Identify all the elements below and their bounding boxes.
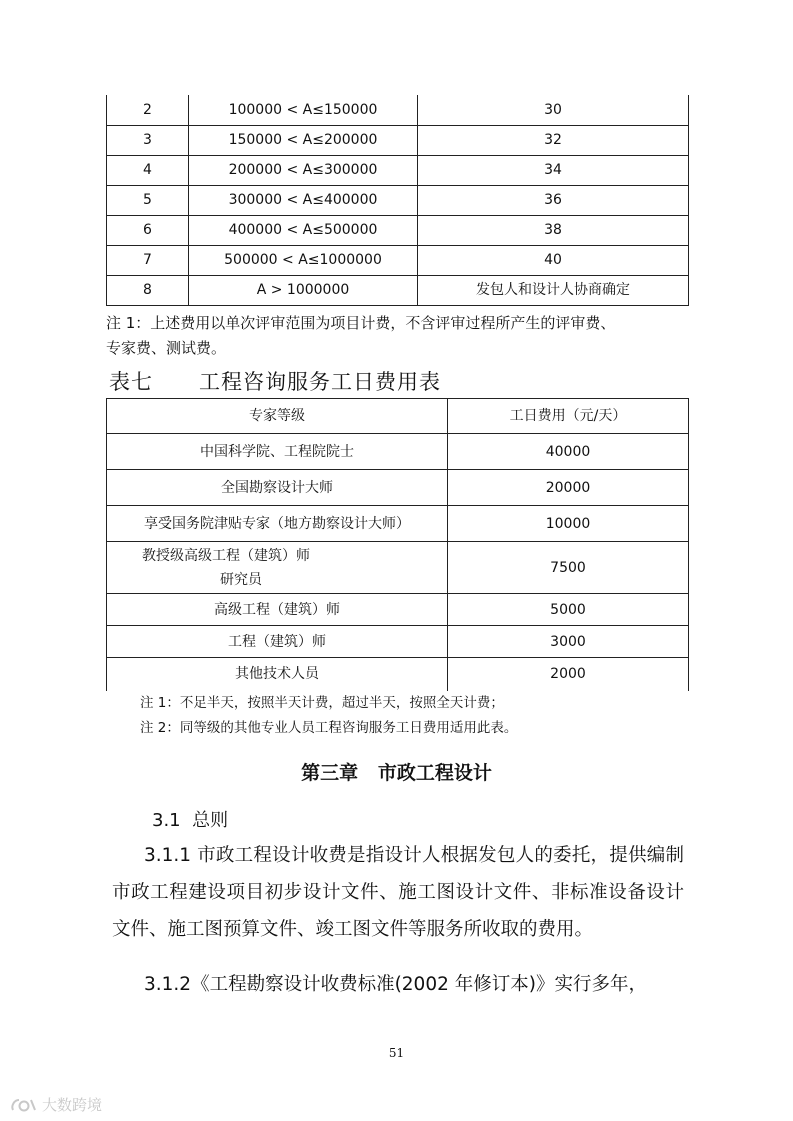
header-level: 专家等级 (107, 399, 448, 434)
row-number: 2 (107, 95, 189, 126)
table-header-row (107, 399, 689, 434)
range-cell: 100000 < A≤150000 (189, 95, 418, 126)
value-cell: 40 (418, 246, 689, 276)
level-cell: 中国科学院、工程院院士 (107, 434, 448, 470)
fee-cell: 10000 (448, 506, 689, 542)
table-row (107, 156, 689, 186)
table-row (107, 658, 689, 691)
watermark (10, 1094, 102, 1115)
daily-fee-table (106, 398, 689, 691)
table-row (107, 186, 689, 216)
table-row (107, 95, 689, 126)
level-cell: 其他技术人员 (107, 658, 448, 691)
table-row (107, 434, 689, 470)
table-row (107, 276, 689, 306)
paragraph-3-1-1 (112, 837, 684, 948)
section-heading: 3.1 总则 (152, 810, 229, 831)
watermark-text: 大数跨境 (42, 1096, 103, 1114)
daily-table-note2: 注 2：同等级的其他专业人员工程咨询服务工日费用适用此表。 (140, 720, 518, 736)
level-cell: 高级工程（建筑）师 (107, 594, 448, 626)
value-cell: 发包人和设计人协商确定 (418, 276, 689, 306)
fee-table-note-line2: 专家费、测试费。 (106, 339, 227, 357)
table-row (107, 246, 689, 276)
table-row (107, 126, 689, 156)
chapter-title: 第三章 市政工程设计 (301, 762, 492, 784)
value-cell: 38 (418, 216, 689, 246)
row-number: 6 (107, 216, 189, 246)
row-number: 4 (107, 156, 189, 186)
level-line2: 研究员 (220, 571, 262, 588)
fee-cell: 20000 (448, 470, 689, 506)
range-cell: A > 1000000 (189, 276, 418, 306)
page-number: 51 (388, 1046, 405, 1060)
fee-table (106, 95, 689, 306)
range-cell: 300000 < A≤400000 (189, 186, 418, 216)
level-cell: 工程（建筑）师 (107, 626, 448, 658)
range-cell: 400000 < A≤500000 (189, 216, 418, 246)
row-number: 7 (107, 246, 189, 276)
table-row (107, 216, 689, 246)
fee-cell: 2000 (448, 658, 689, 691)
value-cell: 36 (418, 186, 689, 216)
range-cell: 200000 < A≤300000 (189, 156, 418, 186)
value-cell: 30 (418, 95, 689, 126)
paragraph-text: 3.1.2《工程勘察设计收费标准(2002 年修订本)》实行多年， (144, 974, 647, 995)
header-fee: 工日费用（元/天） (448, 399, 689, 434)
daily-table-title: 表七 工程咨询服务工日费用表 (109, 370, 442, 394)
row-number: 8 (107, 276, 189, 306)
value-cell: 34 (418, 156, 689, 186)
value-cell: 32 (418, 126, 689, 156)
fee-cell: 40000 (448, 434, 689, 470)
watermark-logo-icon (10, 1097, 38, 1113)
table-row (107, 506, 689, 542)
paragraph-3-1-2 (112, 966, 684, 1003)
level-line1: 教授级高级工程（建筑）师 (142, 547, 310, 564)
row-number: 3 (107, 126, 189, 156)
daily-table-note1: 注 1：不足半天，按照半天计费，超过半天，按照全天计费； (140, 695, 504, 711)
range-cell: 500000 < A≤1000000 (189, 246, 418, 276)
table-row (107, 542, 689, 594)
fee-table-note-line1: 注 1：上述费用以单次评审范围为项目计费，不含评审过程所产生的评审费、 (106, 314, 616, 332)
level-cell (107, 542, 448, 594)
level-cell: 全国勘察设计大师 (107, 470, 448, 506)
paragraph-text: 3.1.1 市政工程设计收费是指设计人根据发包人的委托，提供编制市政工程建设项目初步设计文件、施工图设计文件、非标准设备设计文件、施工图预算文件、竣工图文件等服务所收取的费用。 (112, 845, 684, 940)
level-cell: 享受国务院津贴专家（地方勘察设计大师） (107, 506, 448, 542)
fee-cell: 3000 (448, 626, 689, 658)
fee-cell: 7500 (448, 542, 689, 594)
table-row (107, 470, 689, 506)
table-row (107, 594, 689, 626)
fee-cell: 5000 (448, 594, 689, 626)
row-number: 5 (107, 186, 189, 216)
range-cell: 150000 < A≤200000 (189, 126, 418, 156)
table-row (107, 626, 689, 658)
